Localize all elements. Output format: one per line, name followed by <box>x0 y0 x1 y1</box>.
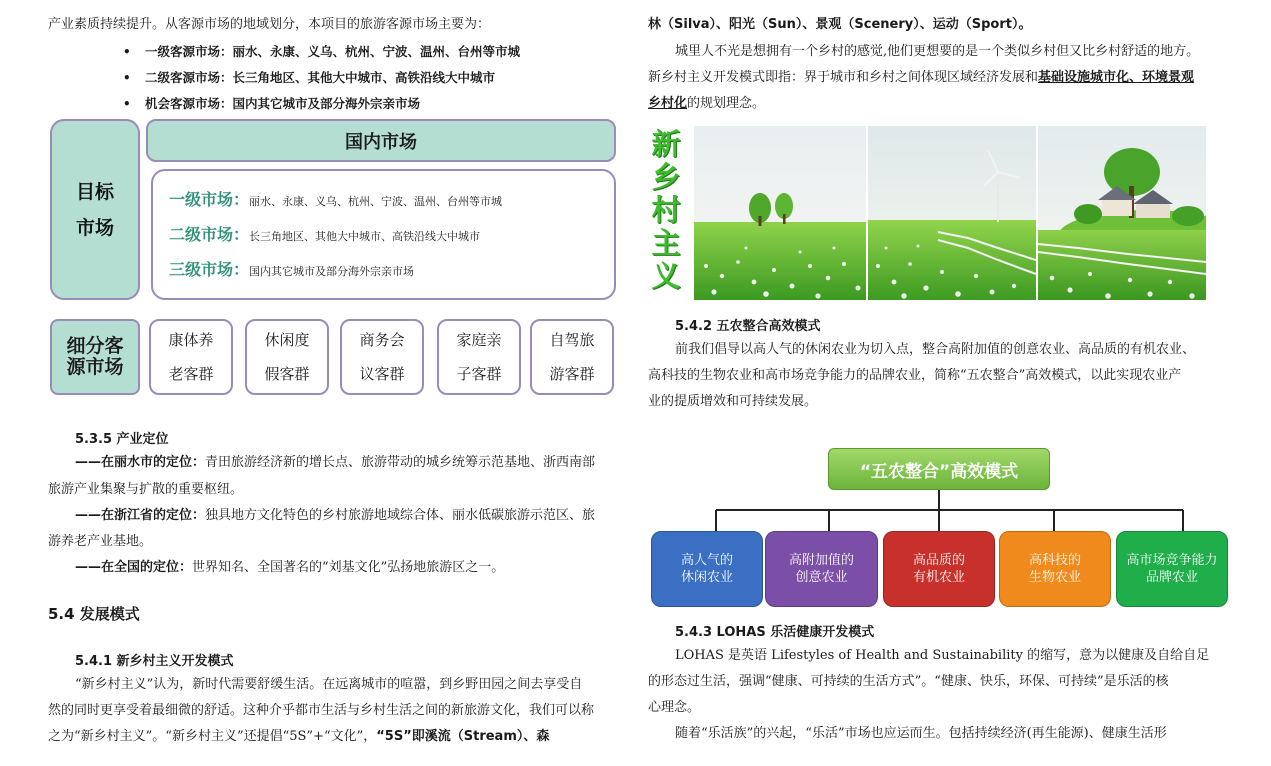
bullet-dot: • <box>123 45 131 59</box>
positioning-lishui: ——在丽水市的定位：青田旅游经济新的增长点、旅游带动的城乡统筹示范基地、浙西南部 <box>75 455 596 470</box>
paragraph-line: 之为“新乡村主义”。“新乡村主义”还提倡“5S”+“文化”，“5S”即溪流（Stream）、森 <box>48 729 550 744</box>
segment-item: 自驾旅 游客群 <box>530 319 614 395</box>
windmill-fence-photo <box>868 126 1036 300</box>
segment-item: 家庭亲 子客群 <box>437 319 521 395</box>
market-level-row: 一级市场：丽水、永康、义乌、杭州、宁波、温州、台州等市城 <box>169 190 503 209</box>
paragraph-line: LOHAS 是英语 Lifestyles of Health and Sustainability 的缩写，意为以健康及自给自足 <box>675 648 1210 663</box>
bullet-item: • 二级客源市场：长三角地区、其他大中城市、高铁沿线大中城市 <box>123 70 496 85</box>
section-heading-54: 5.4 发展模式 <box>48 605 140 623</box>
segment-item: 康体养 老客群 <box>149 319 233 395</box>
section-heading-541: 5.4.1 新乡村主义开发模式 <box>75 654 234 669</box>
market-level-row: 二级市场：长三角地区、其他大中城市、高铁沿线大中城市 <box>169 225 481 244</box>
agri-box-creative: 高附加值的 创意农业 <box>765 531 878 607</box>
paragraph-line: 的形态过生活，强调“健康、可持续的生活方式”。“健康、快乐，环保、可持续”是乐活的核 <box>648 674 1169 689</box>
market-levels-box <box>151 169 616 300</box>
new-village-title: 新 乡 村 主 义 <box>651 127 681 293</box>
paragraph-line: “新乡村主义”认为，新时代需要舒缓生活。在远离城市的喧嚣，到乡野田园之间去享受自 <box>75 677 583 692</box>
section-heading-543: 5.4.3 LOHAS 乐活健康开发模式 <box>675 625 875 640</box>
paragraph-line: 城里人不光是想拥有一个乡村的感觉,他们更想要的是一个类似乡村但又比乡村舒适的地方。 <box>675 44 1200 59</box>
paragraph-line: 高科技的生物农业和高市场竞争能力的品牌农业，简称“五农整合”高效模式，以此实现农业产 <box>648 368 1182 383</box>
paragraph-line: 乡村化的规划理念。 <box>648 96 766 111</box>
paragraph-line: 前我们倡导以高人气的休闲农业为切入点，整合高附加值的创意农业、高品质的有机农业、 <box>675 342 1196 357</box>
section-heading-542: 5.4.2 五农整合高效模式 <box>675 319 821 334</box>
section-heading-535: 5.3.5 产业定位 <box>75 432 169 447</box>
five-agri-connectors <box>648 488 1214 532</box>
segment-market-label: 细分客 源市场 <box>50 319 140 395</box>
bullet-item: • 机会客源市场：国内其它城市及部分海外宗亲市场 <box>123 96 421 111</box>
paragraph-line: 林（Silva）、阳光（Sun）、景观（Scenery）、运动（Sport）。 <box>648 17 1032 32</box>
intro-text: 产业素质持续提升。从客源市场的地域划分，本项目的旅游客源市场主要为： <box>48 17 491 32</box>
paragraph-line: 然的同时更享受着最细微的舒适。这种介乎都市生活与乡村生活之间的新旅游文化，我们可以称 <box>48 703 595 718</box>
agri-box-organic: 高品质的 有机农业 <box>883 531 995 607</box>
bullet-dot: • <box>123 97 131 111</box>
positioning-zhejiang-cont: 游养老产业基地。 <box>48 534 153 549</box>
agri-box-biotech: 高科技的 生物农业 <box>999 531 1111 607</box>
domestic-market-header: 国内市场 <box>146 119 616 162</box>
paragraph-line: 随着“乐活族”的兴起，“乐活”市场也应运而生。包括持续经济(再生能源)、健康生活形 <box>675 726 1167 741</box>
meadow-trees-photo <box>694 126 866 300</box>
segment-item: 商务会 议客群 <box>340 319 424 395</box>
agri-box-leisure: 高人气的 休闲农业 <box>651 531 763 607</box>
positioning-zhejiang: ——在浙江省的定位：独具地方文化特色的乡村旅游地域综合体、丽水低碳旅游示范区、旅 <box>75 508 596 523</box>
paragraph-line: 新乡村主义开发模式即指：界于城市和乡村之间体现区域经济发展和基础设施城市化、环境景观 <box>648 70 1195 85</box>
paragraph-line: 业的提质增效和可持续发展。 <box>648 394 818 409</box>
house-hill-photo <box>1038 126 1206 300</box>
five-agri-title: “五农整合”高效模式 <box>828 448 1050 490</box>
segment-item: 休闲度 假客群 <box>245 319 329 395</box>
target-market-label: 目标 市场 <box>50 119 140 300</box>
bullet-item: • 一级客源市场：丽水、永康、义乌、杭州、宁波、温州、台州等市城 <box>123 44 521 59</box>
paragraph-line: 心理念。 <box>648 700 701 715</box>
agri-box-brand: 高市场竞争能力 品牌农业 <box>1116 531 1228 607</box>
bullet-dot: • <box>123 71 131 85</box>
market-level-row: 三级市场：国内其它城市及部分海外宗亲市场 <box>169 260 415 279</box>
positioning-national: ——在全国的定位：世界知名、全国著名的“刘基文化”弘扬地旅游区之一。 <box>75 560 505 575</box>
positioning-lishui-cont: 旅游产业集聚与扩散的重要枢纽。 <box>48 482 244 497</box>
